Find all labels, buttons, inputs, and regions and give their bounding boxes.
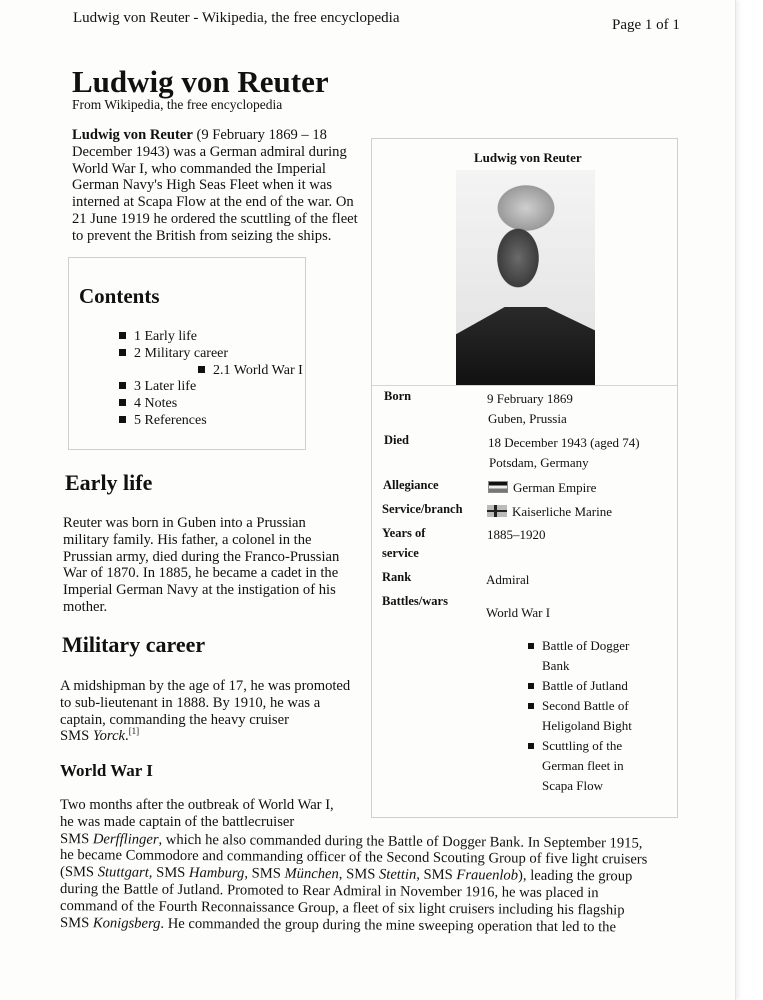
service-text: Kaiserliche Marine: [512, 504, 612, 519]
ship-prefix: SMS: [59, 830, 93, 847]
battle-item-label: Battle of Dogger: [542, 638, 630, 653]
intro-subject-name: Ludwig von Reuter: [72, 127, 193, 143]
bullet-icon: [119, 349, 126, 356]
infobox-died-place: Potsdam, Germany: [489, 455, 589, 470]
print-header-page-number: Page 1 of 1: [612, 17, 680, 33]
ship-name-hamburg: Hamburg: [188, 865, 245, 882]
table-of-contents: [68, 257, 306, 450]
infobox-divider: [372, 385, 677, 386]
allegiance-text: German Empire: [513, 480, 597, 495]
infobox-allegiance-label: Allegiance: [383, 478, 439, 492]
german-empire-flag-icon: [488, 481, 508, 493]
ship-name-frauenlob: Frauenlob: [456, 867, 519, 884]
infobox-battles-value: World War I: [486, 605, 551, 620]
toc-title: Contents: [79, 284, 160, 308]
ship-name-stuttgart: Stuttgart: [97, 864, 149, 881]
infobox-service-value: [487, 504, 612, 520]
ww1-line: he became Commodore and commanding officer of the Second Scouting Group of five light cruisers: [59, 847, 648, 869]
footnote-link[interactable]: [1]: [128, 726, 140, 737]
heading-world-war-1: World War I: [60, 761, 153, 780]
infobox-born-label: Born: [384, 389, 412, 403]
infobox-born-date: 9 February 1869: [487, 391, 573, 406]
early-life-line: War of 1870. In 1885, he became a cadet in the: [63, 565, 339, 582]
ww1-line: , which he also commanded during the Battle of Dogger Bank. In September 1915,: [158, 831, 643, 852]
ww1-line: Two months after the outbreak of World War I,: [60, 797, 334, 813]
intro-line: interned at Scapa Flow at the end of the war. On: [72, 194, 354, 211]
ww1-line: command of the Fourth Reconnaissance Group, a fleet of six light cruisers including his flagship: [59, 897, 625, 919]
toc-item-label: 4 Notes: [134, 396, 178, 411]
battle-item-label-cont: Scapa Flow: [542, 778, 604, 793]
bullet-icon: [119, 332, 126, 339]
toc-item-label: 2.1 World War I: [213, 363, 303, 378]
infobox-years-value: 1885–1920: [487, 527, 546, 542]
ww1-line: during the Battle of Jutland. Promoted to Rear Admiral in November 1916, he was placed in: [59, 880, 599, 902]
bullet-icon: [119, 416, 126, 423]
ship-name-stettin: Stettin: [378, 866, 417, 883]
ww1-line: he was made captain of the battlecruiser: [60, 813, 295, 830]
heading-military-career: Military career: [62, 632, 206, 657]
infobox-years-label: Years of: [382, 526, 426, 540]
battle-item-label: Battle of Jutland: [542, 678, 628, 693]
battle-item-label-cont: Bank: [542, 658, 570, 673]
infobox-title: Ludwig von Reuter: [474, 150, 582, 165]
toc-item-later-life[interactable]: [119, 379, 196, 395]
ww1-line: . He commanded the group during the mine sweeping operation that led to the: [160, 915, 617, 935]
ship-name-konigsberg: Konigsberg: [92, 914, 161, 932]
toc-item-world-war-1[interactable]: [198, 363, 303, 379]
portrait-photo: [456, 170, 595, 385]
infobox-battles-label: Battles/wars: [382, 594, 448, 608]
toc-item-references[interactable]: [119, 413, 207, 429]
early-life-paragraph: [63, 515, 363, 616]
early-life-line: Reuter was born in Guben into a Prussian: [63, 515, 306, 531]
battle-item-scuttling[interactable]: [528, 736, 668, 756]
infobox-rank-label: Rank: [382, 570, 412, 584]
toc-item-label: 5 References: [134, 413, 207, 428]
ww1-text: , SMS: [416, 866, 457, 884]
bullet-icon: [198, 366, 205, 373]
intro-line: World War I, who commanded the Imperial: [72, 160, 326, 177]
battle-item-label-cont: German fleet in: [542, 758, 624, 773]
toc-item-label: 1 Early life: [134, 329, 197, 344]
ww1-text: , SMS: [338, 866, 380, 883]
imperial-navy-ensign-icon: [487, 505, 507, 517]
early-life-line: military family. His father, a colonel in the: [63, 531, 312, 548]
toc-item-notes[interactable]: [119, 396, 177, 412]
intro-line: to prevent the British from seizing the ships.: [72, 227, 332, 244]
toc-item-label: 2 Military career: [134, 346, 229, 361]
infobox-died-label: Died: [384, 433, 409, 447]
military-career-line: to sub-lieutenant in 1888. By 1910, he was a: [60, 694, 321, 711]
ship-name-derfflinger: Derfflinger: [92, 830, 159, 848]
portrait-coat: [456, 307, 595, 385]
bullet-icon: [119, 382, 126, 389]
bullet-icon: [528, 683, 534, 689]
intro-line: 21 June 1919 he ordered the scuttling of the fleet: [72, 210, 358, 227]
military-career-paragraph: [60, 678, 370, 745]
infobox-rank-value: Admiral: [486, 572, 530, 587]
bullet-icon: [528, 703, 534, 709]
page-title: Ludwig von Reuter: [72, 64, 329, 99]
infobox-born-place: Guben, Prussia: [488, 411, 567, 426]
military-career-line: captain, commanding the heavy cruiser: [60, 711, 289, 728]
battle-item-label: Second Battle of: [542, 698, 629, 713]
battle-item-label-cont: Heligoland Bight: [542, 718, 632, 733]
sentence-end: .: [125, 728, 129, 745]
toc-item-early-life[interactable]: [119, 329, 197, 345]
early-life-line: Imperial German Navy at the instigation of his: [63, 582, 336, 599]
infobox-died-date: 18 December 1943 (aged 74): [488, 435, 640, 450]
military-career-line: A midshipman by the age of 17, he was promoted: [60, 678, 351, 694]
early-life-line: Prussian army, died during the Franco-Prussian: [63, 548, 340, 565]
battle-item-dogger-bank[interactable]: [528, 636, 668, 656]
bullet-icon: [528, 743, 534, 749]
infobox-battles-list: [528, 636, 668, 796]
battle-item-label: Scuttling of the: [542, 738, 623, 753]
intro-line: (9 February 1869 – 18: [192, 127, 327, 143]
early-life-line: mother.: [63, 598, 108, 615]
battle-item-jutland[interactable]: [528, 676, 668, 696]
ship-prefix: SMS: [59, 914, 93, 931]
ww1-text: (SMS: [59, 864, 98, 881]
toc-item-military-career[interactable]: [119, 346, 228, 362]
infobox-allegiance-value: [488, 480, 596, 496]
bullet-icon: [119, 399, 126, 406]
page-subtitle: From Wikipedia, the free encyclopedia: [72, 97, 283, 112]
toc-item-label: 3 Later life: [134, 379, 197, 394]
ship-name-yorck: Yorck: [92, 728, 126, 745]
ship-name-munchen: München: [284, 865, 339, 883]
intro-paragraph: [72, 127, 372, 245]
infobox-years-label-cont: service: [382, 546, 419, 560]
ww1-text: , SMS: [244, 865, 285, 882]
heading-early-life: Early life: [65, 470, 153, 495]
intro-line: German Navy's High Seas Fleet when it was: [72, 177, 332, 194]
ww1-text: , SMS: [148, 864, 190, 882]
bullet-icon: [528, 643, 534, 649]
ship-prefix: SMS: [60, 728, 93, 745]
print-header-title: Ludwig von Reuter - Wikipedia, the free encyclopedia: [73, 10, 400, 26]
intro-line: December 1943) was a German admiral during: [72, 143, 347, 160]
ww1-text: ), leading the group: [518, 867, 633, 885]
battle-item-heligoland[interactable]: [528, 696, 668, 716]
infobox-service-label: Service/branch: [382, 502, 463, 516]
